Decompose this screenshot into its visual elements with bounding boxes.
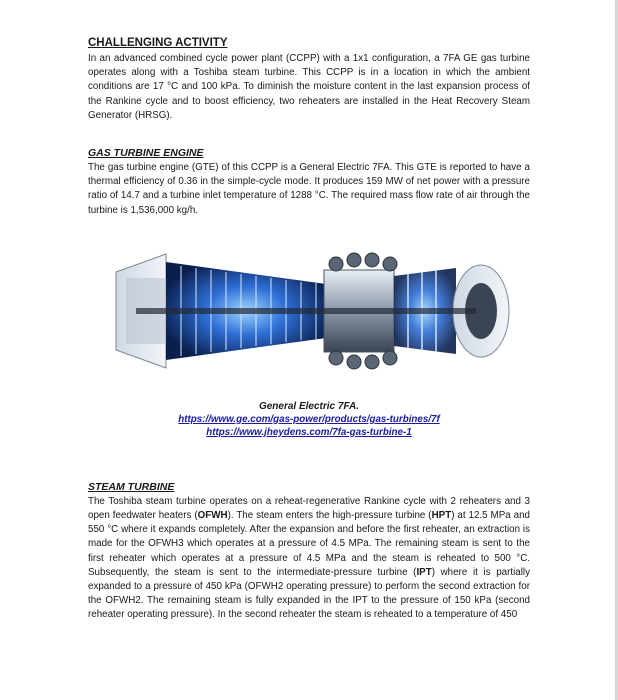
gas-turbine-text: The gas turbine engine (GTE) of this CCPP is a General Electric 7FA. This GTE is reported to have a thermal efficiency of 0.36 in the simple-cycle mode. It produces 159 MW of net power with a pressure ratio of 14.7 and a turbine inlet temperature of 1288 °C. The required mass flow rate of air through the turbine is 1,536,000 kg/h.: [88, 162, 530, 216]
challenge-text: In an advanced combined cycle power plant (CCPP) with a 1x1 configuration, a 7FA GE gas turbine operates along with a Toshiba steam turbine. This CCPP is in a location in which the ambient conditions are 17 °C and 100 kPa. To diminish the moisture content in the last expansion process of the Rankine cycle and to boost efficiency, two reheaters are installed in the Heat Recovery Steam Generator (HRSG).: [88, 53, 530, 121]
document-body: [88, 36, 530, 623]
figure-caption: General Electric 7FA.: [258, 400, 360, 412]
challenge-heading: CHALLENGING ACTIVITY: [88, 37, 228, 49]
gas-turbine-heading: GAS TURBINE ENGINE: [88, 147, 204, 160]
gas-turbine-image: [96, 232, 516, 390]
steam-turbine-heading: STEAM TURBINE: [88, 480, 175, 493]
steam-turbine-text: The Toshiba steam turbine operates on a reheat-regenerative Rankine cycle with 2 reheaters and 3 open feedwater heaters (OFWH). The steam enters the high-pressure turbine (HPT) at 12.5 MPa and 550 °C where it expands completely. After the expansion and before the first reheater, an extraction is made for the OFWH3 which operates at a pressure of 4.5 MPa. The remaining steam is sent to the first reheater which operates at a pressure of 4.5 MPa and the steam is reheated to 500 °C. Subsequently, the steam is sent to the intermediate-pressure turbine (IPT) where it is partially expanded to a pressure of 450 kPa (OFWH2 operating pressure) to perform the second extraction for the OFWH2. The remaining steam is fully expanded in the IPT to the pressure of 150 kPa (second reheater operating pressure). In the second reheater the steam is reheated to a temperature of 450: [88, 495, 530, 621]
turbine-illustration: [96, 232, 516, 390]
ofwh-term: OFWH: [197, 510, 228, 522]
hpt-term: HPT: [431, 510, 452, 522]
jheydens-link[interactable]: https://www.jheydens.com/7fa-gas-turbine-1: [206, 426, 412, 438]
ge-link[interactable]: https://www.ge.com/gas-power/products/gas-turbines/7f: [178, 413, 440, 425]
ipt-term: IPT: [416, 566, 432, 578]
